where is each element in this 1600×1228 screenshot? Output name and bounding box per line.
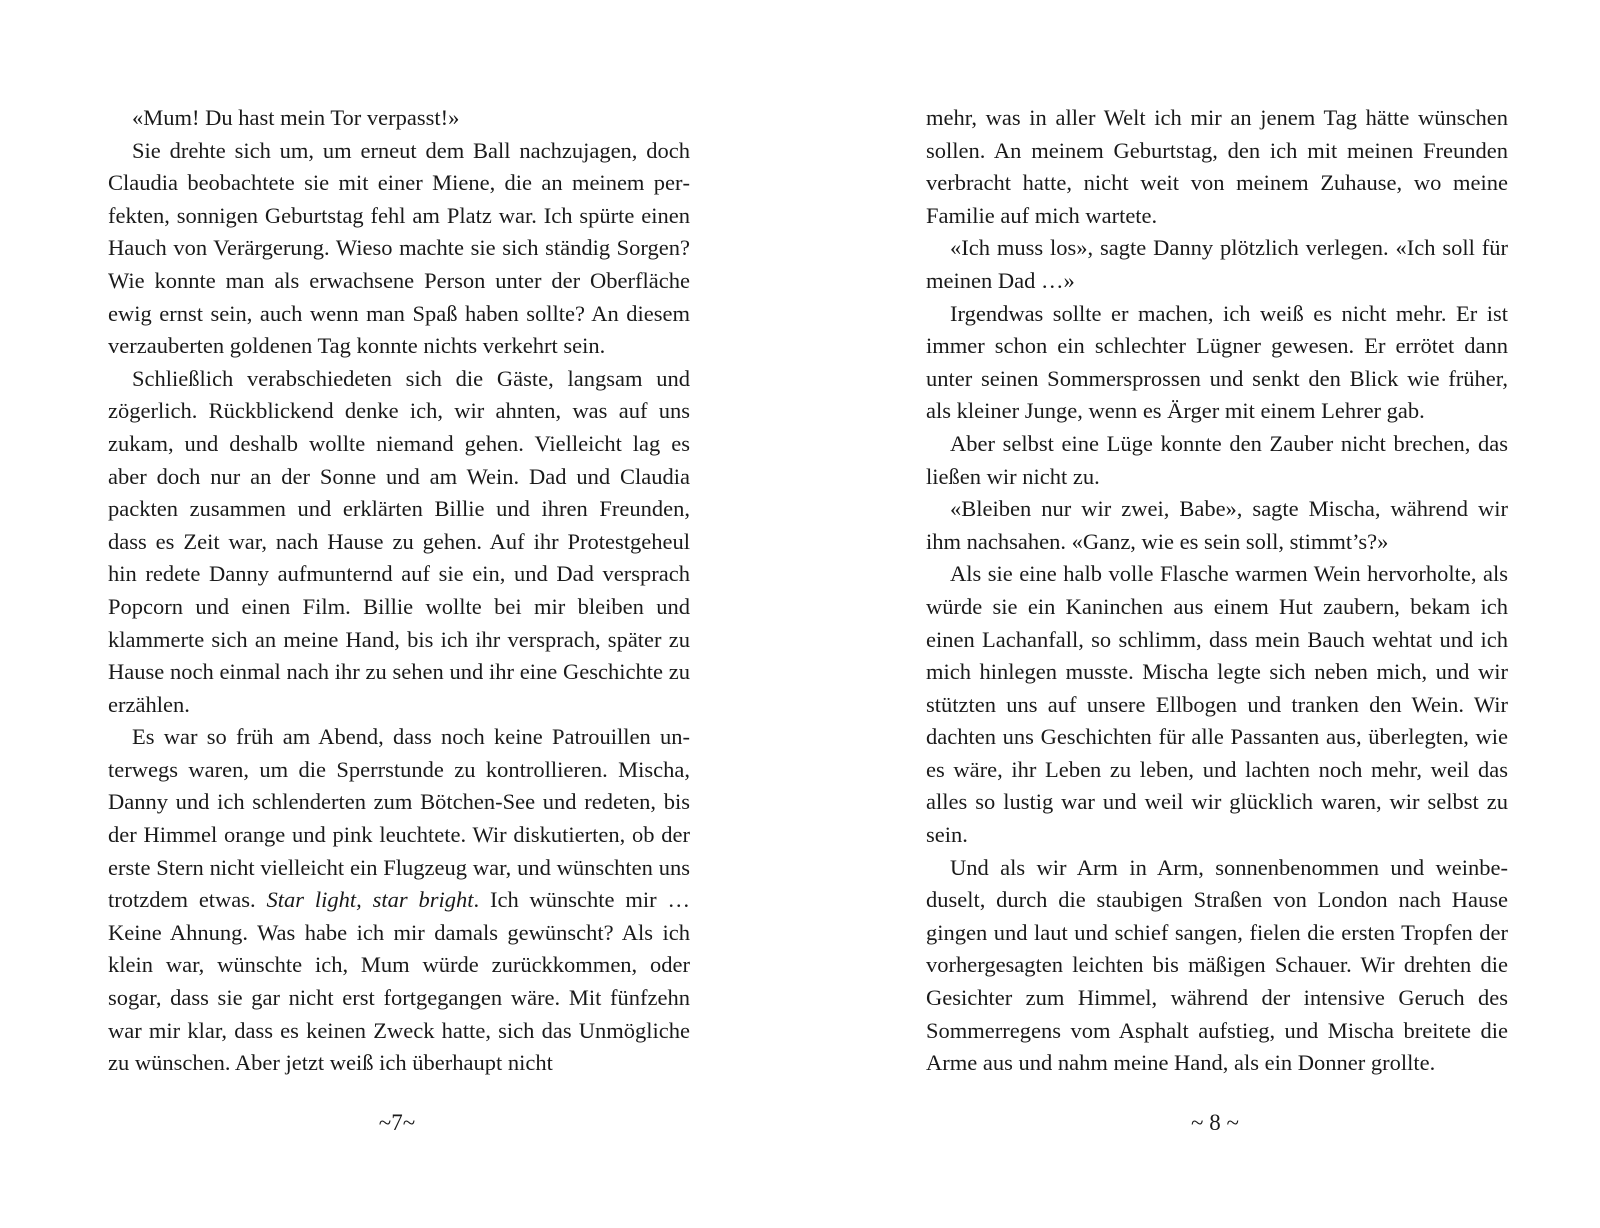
left-page <box>108 102 690 1102</box>
right-paragraph-4: Aber selbst eine Lüge konnte den Zauber nicht brechen, das ließen wir nicht zu. <box>926 430 1508 489</box>
right-paragraph-7: Und als wir Arm in Arm, sonnenbenommen und weinbeduselt, durch die staubigen Straßen von London nach Hause gingen und laut und schief sangen, fielen die ersten Tropfen der vorhergesagten leichten bis mäßigen Schauer. Wir drehten die Gesichter zum Himmel, während der intensive Geruch des Sommerregens vom Asphalt aufstieg, und Mischa breitete die Arme aus und nahm meine Hand, als ein Donner grollte. <box>926 854 1508 1076</box>
right-paragraph-1: mehr, was in aller Welt ich mir an jenem Tag hätte wünschen sollen. An meinem Geburtstag, den ich mit meinen Freunden verbracht hatte, nicht weit von meinem Zuhause, wo meine Familie auf mich wartete. <box>926 105 1508 228</box>
left-paragraph-4-start: Es war so früh am Abend, dass noch keine Patrouillen unterwegs waren, um die Sperrstunde zu kontrollieren. Mischa, Danny und ich schlenderten zum Bötchen-See und redeten, bis der Himmel orange und pink leuchtete. Wir diskutierten, ob der erste Stern nicht vielleicht ein Flugzeug war, und wünschten uns trotzdem etwas. <box>108 724 690 913</box>
left-paragraph-3: Schließlich verabschiedeten sich die Gäste, langsam und zögerlich. Rückblickend denke ich, wir ahnten, was auf uns zukam, und deshalb wollte niemand gehen. Vielleicht lag es aber doch nur an der Sonne und am Wein. Dad und Claudia packten zusammen und erklärten Billie und ihren Freunden, dass es Zeit war, nach Hause zu gehen. Auf ihr Protestgeheul hin redete Danny aufmunternd auf sie ein, und Dad versprach Popcorn und einen Film. Billie wollte bei mir bleiben und klammerte sich an meine Hand, bis ich ihr versprach, später zu Hause noch einmal nach ihr zu sehen und ihr eine Geschichte zu erzählen. <box>108 365 690 717</box>
left-paragraph-4-end: . Ich wünschte mir … Keine Ahnung. Was habe ich mir damals gewünscht? Als ich klein war, wünschte ich, Mum würde zurückkommen, oder sogar, dass sie gar nicht erst fortgegangen wäre. Mit fünfzehn war mir klar, dass es keinen Zweck hatte, sich das Unmögliche zu wünschen. Aber jetzt weiß ich überhaupt nicht <box>108 887 690 1076</box>
left-page-text <box>108 102 690 1080</box>
left-paragraph-4 <box>108 721 690 1080</box>
right-paragraph-6: Als sie eine halb volle Flasche warmen Wein hervorholte, als würde sie ein Kaninchen aus einem Hut zaubern, bekam ich einen Lachanfall, so schlimm, dass mein Bauch wehtat und ich mich hinlegen musste. Mischa legte sich neben mich, und wir stützten uns auf unsere Ellbogen und tranken den Wein. Wir dachten uns Geschichten für alle Passanten aus, überlegten, wie es wäre, ihr Leben zu leben, und lachten noch mehr, weil das alles so lustig war und weil wir glücklich waren, wir selbst zu sein. <box>926 561 1508 848</box>
page-number-left: ~7~ <box>378 1110 416 1135</box>
left-paragraph-1: «Mum! Du hast mein Tor verpasst!» <box>132 105 460 130</box>
right-page-text <box>926 102 1508 1080</box>
left-paragraph-2: Sie drehte sich um, um erneut dem Ball nachzujagen, doch Claudia beobachtete sie mit einer Miene, die an meinem perfekten, sonnigen Geburtstag fehl am Platz war. Ich spürte einen Hauch von Verärgerung. Wieso machte sie sich ständig Sorgen? Wie konnte man als erwachsene Person unter der Oberfläche ewig ernst sein, auch wenn man Spaß haben sollte? An diesem verzauberten goldenen Tag konnte nichts verkehrt sein. <box>108 137 690 359</box>
right-paragraph-2: «Ich muss los», sagte Danny plötzlich verlegen. «Ich soll für meinen Dad …» <box>926 235 1508 293</box>
italic-phrase: Star light, star bright <box>266 887 474 913</box>
right-page <box>926 102 1508 1102</box>
page-number-right: ~ 8 ~ <box>1191 1110 1239 1135</box>
right-paragraph-5: «Bleiben nur wir zwei, Babe», sagte Mischa, während wir ihm nachsahen. «Ganz, wie es sein soll, stimmt’s?» <box>926 496 1508 554</box>
right-paragraph-3: Irgendwas sollte er machen, ich weiß es nicht mehr. Er ist immer schon ein schlechter Lügner gewesen. Er errötet dann unter seinen Sommersprossen und senkt den Blick wie früher, als kleiner Junge, wenn es Ärger mit einem Lehrer gab. <box>926 300 1508 424</box>
